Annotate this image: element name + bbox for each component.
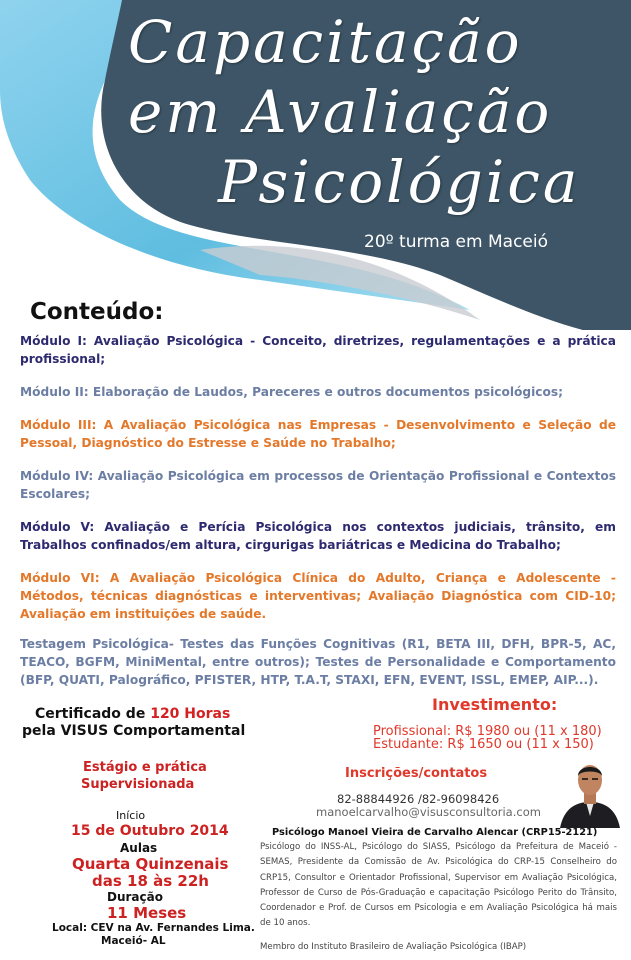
module-3: Módulo III: A Avaliação Psicológica nas Empresas - Desenvolvimento e Seleção de Pessoal, Diagnóstico do Estresse e Saúde no Trabalho; bbox=[20, 418, 616, 450]
module-6: Módulo VI: A Avaliação Psicológica Clínica do Adulto, Criança e Adolescente - Métodos, técnicas diagnósticas e interventivas; Avaliação Diagnóstica com CID-10; Avaliação em instituições de saúde. bbox=[20, 571, 616, 621]
instructor-bio: Psicólogo do INSS-AL, Psicólogo do SIASS, Psicólogo da Prefeitura de Maceió -SEMAS, Presidente da Comissão de Av. Psicológica do CRP-15 Conselheiro do CRP15, Consultor e Orientador Profissional, Supervisor em Avaliação Psicológica, Professor de Curso de Pós-Graduação e capacitação Psicólogo Perito do Trânsito, Coordenador e Prof. de Cursos em Psicologia e em Avaliação Psicológica há mais de 10 anos. bbox=[260, 842, 617, 929]
student-price bbox=[373, 737, 594, 752]
module-1: Módulo I: Avaliação Psicológica - Conceito, diretrizes, regulamentações e a prática profissional; bbox=[20, 334, 616, 366]
location-line-2: Maceió- AL bbox=[101, 935, 166, 947]
classes-value: Quarta Quinzenais bbox=[72, 855, 229, 873]
start-date: 15 de Outubro 2014 bbox=[71, 823, 229, 839]
investment-heading: Investimento: bbox=[432, 695, 558, 714]
instructor-name: Psicólogo Manoel Vieira de Carvalho Alencar (CRP15-2121) bbox=[272, 827, 598, 838]
duration-value: 11 Meses bbox=[107, 904, 187, 922]
certificate-prefix: Certificado de bbox=[35, 706, 146, 722]
certificate-line-2: pela VISUS Comportamental bbox=[22, 723, 246, 739]
certificate-line-1 bbox=[35, 706, 230, 722]
title-line-3: Psicológica bbox=[218, 148, 581, 216]
subtitle: 20º turma em Maceió bbox=[364, 232, 548, 252]
content-heading: Conteúdo: bbox=[30, 299, 164, 325]
duration-label: Duração bbox=[107, 890, 163, 904]
title-line-2: em Avaliação bbox=[128, 78, 553, 146]
internship-line-2: Supervisionada bbox=[81, 777, 195, 792]
module-5: Módulo V: Avaliação e Perícia Psicológica nos contextos judiciais, trânsito, em Trabalhos confinados/em altura, cirgurigas bariátricas e Medicina do Trabalho; bbox=[20, 520, 616, 552]
professional-value: R$ 1980 ou (11 x 180) bbox=[455, 724, 602, 739]
module-2: Módulo II: Elaboração de Laudos, Pareceres e outros documentos psicológicos; bbox=[20, 385, 564, 399]
start-label: Início bbox=[116, 809, 146, 822]
contact-phones: 82-88844926 /82-96098426 bbox=[337, 792, 500, 806]
contact-email[interactable]: manoelcarvalho@visusconsultoria.com bbox=[316, 805, 541, 819]
hours-value: das 18 às 22h bbox=[92, 872, 209, 890]
title-line-1: Capacitação bbox=[128, 8, 523, 76]
instructor-membership: Membro do Instituto Brasileiro de Avaliação Psicológica (IBAP) bbox=[260, 942, 527, 952]
classes-label: Aulas bbox=[120, 841, 158, 855]
contacts-heading: Inscrições/contatos bbox=[345, 766, 488, 781]
module-4: Módulo IV: Avaliação Psicológica em processos de Orientação Profissional e Contextos Escolares; bbox=[20, 469, 616, 501]
instructor-photo bbox=[556, 756, 624, 828]
internship-line-1: Estágio e prática bbox=[83, 760, 207, 775]
student-value: R$ 1650 ou (11 x 150) bbox=[447, 737, 594, 752]
location-line-1: Local: CEV na Av. Fernandes Lima. bbox=[52, 922, 255, 934]
professional-label: Profissional: bbox=[373, 724, 452, 739]
certificate-hours: 120 Horas bbox=[150, 706, 231, 722]
testing-list: Testagem Psicológica- Testes das Funções Cognitivas (R1, BETA III, DFH, BPR-5, AC, TEACO, BGFM, MiniMental, entre outros); Testes de Personalidade e Comportamento (BFP, QUATI, Palográfico, PFISTER, HTP, T.A.T, STAXI, EFN, EVENT, ISSL, EMEP, AIP...). bbox=[20, 637, 616, 687]
student-label: Estudante: bbox=[373, 737, 444, 752]
